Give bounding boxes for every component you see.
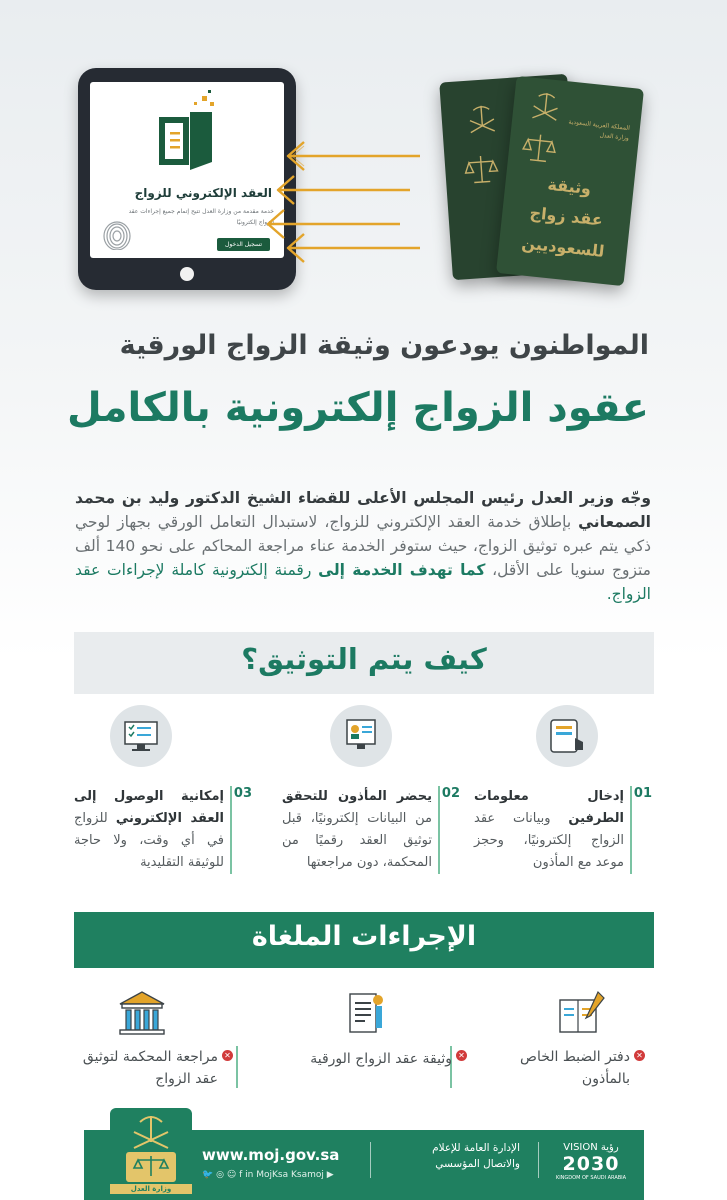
passport-org: المملكة العربية السعودية وزارة العدل — [568, 118, 631, 142]
cancelled-item-2: وثيقة عقد الزواج الورقية — [310, 1051, 452, 1067]
step-1-number: 01 — [633, 786, 652, 801]
headline-line-1: المواطنون يودعون وثيقة الزواج الورقية — [119, 330, 649, 361]
step-2 — [284, 786, 460, 876]
tablet-home-button — [180, 267, 194, 281]
instagram-icon[interactable]: ◎ — [216, 1170, 224, 1180]
emblem-text: وزارة العدل — [110, 1184, 192, 1194]
fingerprint-icon — [102, 220, 132, 250]
twitter-icon[interactable]: 🐦 — [202, 1170, 214, 1180]
tablet-subtitle: خدمة مقدمة من وزارة العدل تتيح إتمام جميع إجراءات عقد الزواج إلكترونيًا — [128, 208, 274, 227]
tablet-touch-icon — [547, 716, 587, 756]
cancel-x-icon: ✕ — [456, 1050, 467, 1061]
footer-separator — [538, 1142, 539, 1178]
headline-line-2: عقود الزواج إلكترونية بالكامل — [67, 385, 649, 431]
footer-separator — [370, 1142, 371, 1178]
paper-document-icon — [340, 986, 396, 1042]
document-logo-icon — [90, 82, 284, 182]
social-handle-text: MojKsa Ksamoj — [256, 1170, 324, 1180]
cancel-x-icon: ✕ — [634, 1050, 645, 1061]
linkedin-icon[interactable]: in — [245, 1170, 254, 1180]
court-building-icon — [114, 986, 170, 1042]
step-2-text: يحضر المأذون للتحقق من البيانات إلكترونيًا، قبل توثيق العقد رقميًا من المحكمة، دون مراجعتها — [282, 789, 432, 870]
step-3-icon-wrap — [110, 705, 172, 767]
arrow-left-icon — [288, 234, 420, 262]
department-name: الإدارة العامة للإعلام والاتصال المؤسسي — [432, 1142, 520, 1170]
youtube-icon[interactable]: ▶ — [326, 1170, 334, 1180]
ministry-logo-icon — [110, 1108, 192, 1194]
step-divider — [230, 786, 232, 874]
intro-bold: وجّه وزير العدل رئيس المجلس الأعلى للقضاء الشيخ الدكتور وليد بن محمد الصمعاني — [75, 489, 651, 531]
marriage-document-front — [496, 76, 644, 286]
how-title: كيف يتم التوثيق؟ — [241, 642, 487, 676]
cancelled-title: الإجراءات الملغاة — [251, 921, 477, 952]
step-3 — [76, 786, 252, 876]
justice-scale-icon — [517, 127, 561, 171]
step-2-number: 02 — [441, 786, 460, 801]
website-link[interactable]: www.moj.gov.sa — [202, 1146, 340, 1164]
step-3-text: إمكانية الوصول إلى العقد الإلكتروني للزواج في أي وقت، ولا حاجة للوثيقة التقليدية — [74, 789, 224, 870]
cancel-x-icon: ✕ — [222, 1050, 233, 1061]
cancelled-divider — [236, 1046, 238, 1088]
step-1-text: إدخال معلومات الطرفين وبيانات عقد الزواج إلكترونيًا، وحجز موعد مع المأذون — [474, 789, 624, 870]
intro-tail: رقمنة إلكترونية كاملة لإجراءات عقد الزواج. — [75, 561, 651, 603]
arrow-left-icon — [278, 176, 410, 204]
vision-2030-logo: VISION رؤية 2030 KINGDOM OF SAUDI ARABIA — [555, 1142, 627, 1181]
arrows-illustration — [260, 134, 430, 264]
intro-highlight: كما تهدف الخدمة إلى — [318, 561, 486, 579]
step-divider — [630, 786, 632, 874]
step-1-icon-wrap — [536, 705, 598, 767]
step-2-icon-wrap — [330, 705, 392, 767]
snapchat-icon[interactable]: ☺ — [226, 1170, 237, 1180]
justice-scale-icon — [460, 149, 503, 192]
id-verification-icon — [341, 716, 381, 756]
tablet-title: العقد الإلكتروني للزواج — [134, 186, 272, 200]
how-section-header — [74, 632, 654, 694]
intro-paragraph — [75, 486, 651, 606]
arrow-left-icon — [268, 210, 400, 238]
saudi-emblem-icon — [523, 87, 567, 131]
saudi-emblem-icon — [461, 100, 504, 143]
tablet-login-button[interactable]: تسجيل الدخول — [217, 238, 270, 251]
computer-checklist-icon — [121, 716, 161, 756]
facebook-icon[interactable]: f — [239, 1170, 243, 1180]
tablet-screen — [90, 82, 284, 258]
cancelled-item-3: مراجعة المحكمة لتوثيق عقد الزواج — [82, 1049, 218, 1087]
passport-title: وثيقة عقد زواج للسعوديين — [520, 174, 606, 261]
cancelled-item-1: دفتر الضبط الخاص بالمأذون — [520, 1049, 630, 1087]
register-book-icon — [554, 986, 610, 1042]
step-3-number: 03 — [233, 786, 252, 801]
cancelled-section-header — [74, 912, 654, 968]
social-handles — [202, 1170, 334, 1180]
ministry-emblem — [110, 1108, 192, 1194]
step-divider — [438, 786, 440, 874]
intro-body: بإطلاق خدمة العقد الإلكتروني للزواج، لاستبدال التعامل الورقي بجهاز لوحي ذكي يتم عبره توثيق الزواج، حيث ستوفر الخدمة عناء مراجعة المحاكم على نحو 140 ألف متزوج سنويا على الأقل، — [75, 513, 651, 579]
step-1 — [476, 786, 652, 876]
